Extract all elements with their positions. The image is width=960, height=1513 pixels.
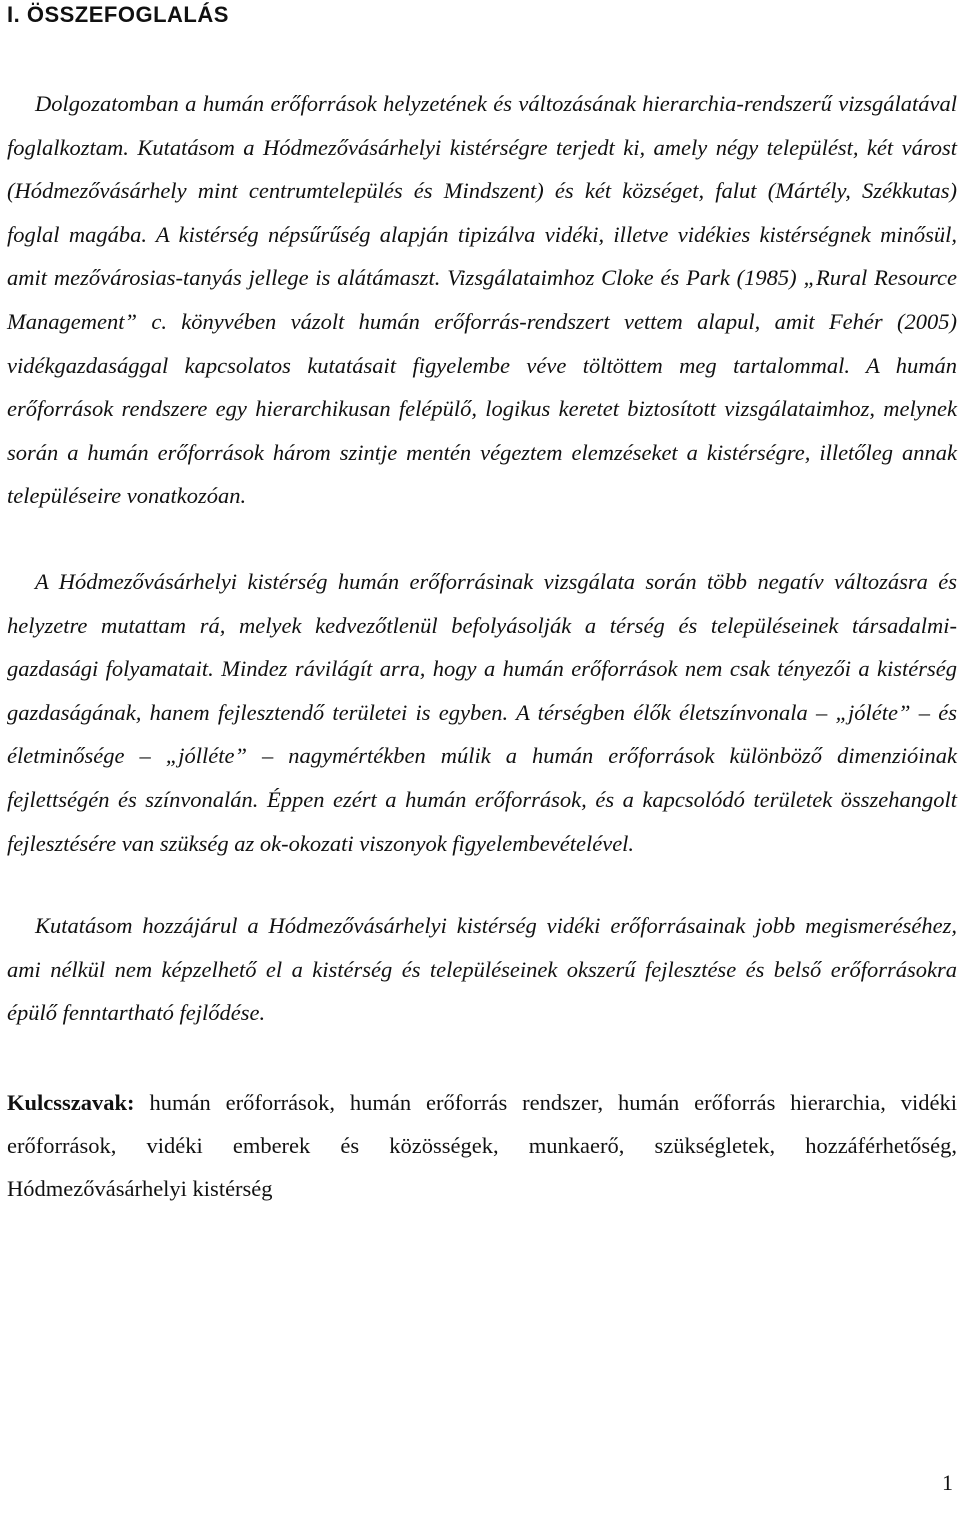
section-heading: I. ÖSSZEFOGLALÁS xyxy=(7,2,229,27)
summary-paragraph-1: Dolgozatomban a humán erőforrások helyzetének és változásának hierarchia-rendszerű vizsgálatával foglalkoztam. Kutatásom a Hódmezővásárhelyi kistérségre terjedt ki, amely négy települést, két várost (Hódmezővásárhely mint centrumtelepülés és Mindszent) és két községet, falut (Mártély, Székkutas) foglal magába. A kistérség népsűrűség alapján tipizálva vidéki, illetve vidékies kistérségnek minősül, amit mezővárosias-tanyás jellege is alátámaszt. Vizsgálataimhoz Cloke és Park (1985) „Rural Resource Management” c. könyvében vázolt humán erőforrás-rendszert vettem alapul, amit Fehér (2005) vidékgazdasággal kapcsolatos kutatásait figyelembe véve töltöttem meg tartalommal. A humán erőforrások rendszere egy hierarchikusan felépülő, logikus keretet biztosított vizsgálataimhoz, melynek során a humán erőforrások három szintje mentén végeztem elemzéseket a kistérségre, illetőleg annak településeire vonatkozóan. xyxy=(7,91,957,509)
page-number: 1 xyxy=(942,1470,953,1495)
keywords-label: Kulcsszavak: xyxy=(7,1090,135,1115)
summary-paragraph-2: A Hódmezővásárhelyi kistérség humán erőforrásinak vizsgálata során több negatív változásra és helyzetre mutattam rá, melyek kedvezőtlenül befolyásolják a térség és településeinek társadalmi-gazdasági folyamatait. Mindez rávilágít arra, hogy a humán erőforrások nem csak tényezői a kistérség gazdaságának, hanem fejlesztendő területei is egyben. A térségben élők életszínvonala – „jóléte” – és életminősége – „jólléte” – nagymértékben múlik a humán erőforrások különböző dimenzióinak fejlettségén és színvonalán. Éppen ezért a humán erőforrások, és a kapcsolódó területek összehangolt fejlesztésére van szükség az ok-okozati viszonyok figyelembevételével. xyxy=(7,569,957,856)
keywords-block xyxy=(7,1081,957,1210)
summary-paragraph-3: Kutatásom hozzájárul a Hódmezővásárhelyi kistérség vidéki erőforrásainak jobb megismeréséhez, ami nélkül nem képzelhető el a kistérség és településeinek okszerű fejlesztése és belső erőforrásokra épülő fenntartható fejlődése. xyxy=(7,913,957,1026)
keywords-text: humán erőforrások, humán erőforrás rendszer, humán erőforrás hierarchia, vidéki erőforrások, vidéki emberek és közösségek, munkaerő, szükségletek, hozzáférhetőség, Hódmezővásárhelyi kistérség xyxy=(7,1090,958,1201)
